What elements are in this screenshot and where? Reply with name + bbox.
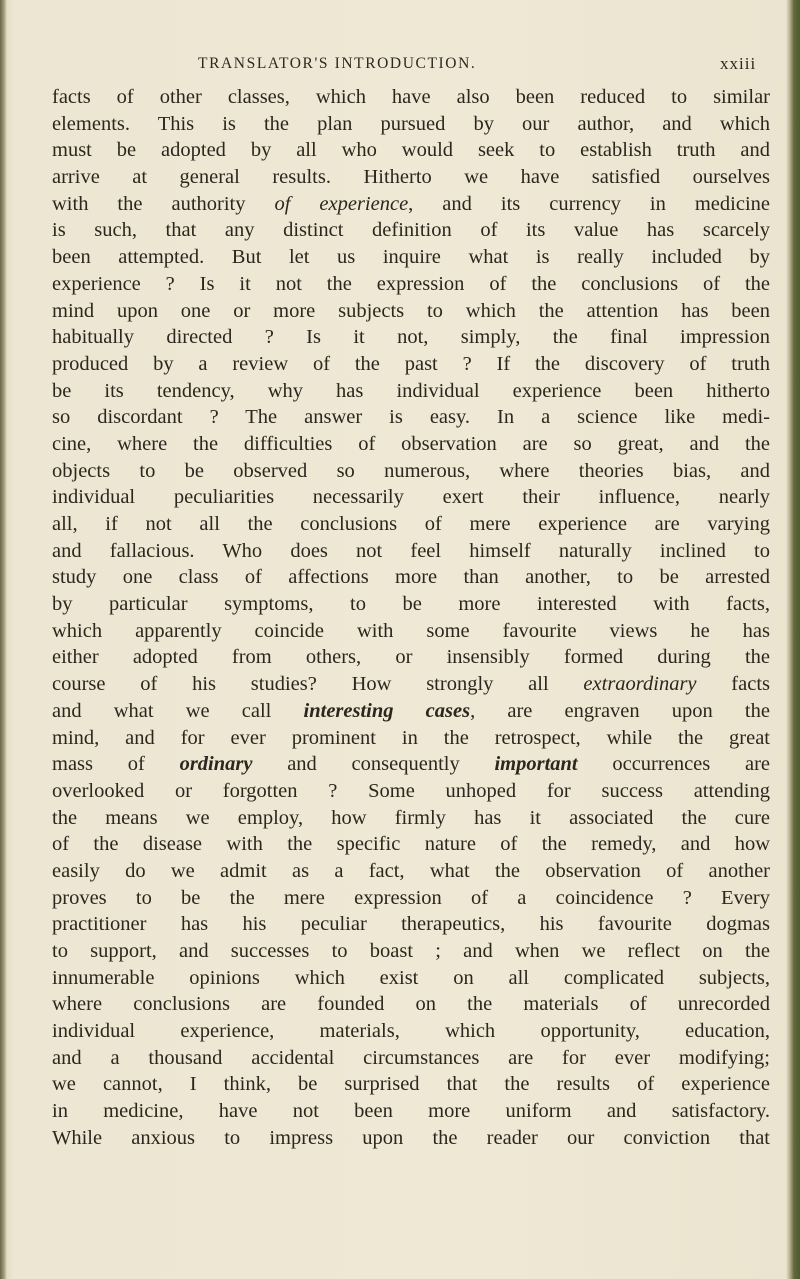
text-line: been attempted. But let us inquire what is really included by — [52, 246, 770, 269]
text-line: practitioner has his peculiar therapeutics, his favourite dogmas — [52, 913, 770, 936]
italic-phrase: interesting cases — [303, 699, 471, 722]
text-line: so discordant ? The answer is easy. In a science like medi- — [52, 406, 770, 429]
text-line: where conclusions are founded on the materials of unrecorded — [52, 993, 770, 1016]
text-line: the means we employ, how firmly has it associated the cure — [52, 806, 770, 829]
text-line: objects to be observed so numerous, where theories bias, and — [52, 459, 770, 482]
text-line: course of his studies? How strongly all extraordinary facts — [52, 673, 771, 696]
italic-phrase: of experience — [274, 192, 409, 215]
italic-phrase: extraordinary — [583, 673, 697, 696]
text-line: must be adopted by all who would seek to establish truth and — [52, 139, 770, 162]
page-gutter-shadow — [0, 0, 7, 1279]
text-line: While anxious to impress upon the reader our conviction that — [52, 1126, 770, 1149]
text-line: and what we call interesting cases, are engraven upon the — [52, 699, 770, 722]
text-line: with the authority of experience, and its currency in medicine — [52, 192, 770, 215]
text-line: overlooked or forgotten ? Some unhoped for success attending — [52, 779, 770, 802]
text-line: either adopted from others, or insensibly formed during the — [52, 646, 770, 669]
text-line: by particular symptoms, to be more interested with facts, — [52, 593, 770, 616]
text-line: individual experience, materials, which opportunity, education, — [52, 1020, 770, 1043]
page-edge-binding — [786, 0, 800, 1279]
text-line: individual peculiarities necessarily exert their influence, nearly — [52, 486, 770, 509]
page-number: xxiii — [720, 54, 757, 73]
text-line: habitually directed ? Is it not, simply, the final impression — [52, 326, 770, 349]
text-line: produced by a review of the past ? If the discovery of truth — [52, 352, 770, 375]
body-paragraph — [52, 84, 770, 1152]
text-line: is such, that any distinct definition of its value has scarcely — [52, 219, 770, 242]
text-line: easily do we admit as a fact, what the observation of another — [52, 859, 770, 882]
text-line: which apparently coincide with some favourite views he has — [52, 619, 770, 642]
text-line: and a thousand accidental circumstances are for ever modifying; — [52, 1046, 770, 1069]
text-line: innumerable opinions which exist on all complicated subjects, — [52, 966, 770, 989]
italic-phrase: important — [494, 753, 578, 776]
italic-phrase: ordinary — [179, 753, 253, 776]
text-line: proves to be the mere expression of a coincidence ? Every — [52, 886, 770, 909]
text-line: mind upon one or more subjects to which the attention has been — [52, 299, 770, 322]
text-line: study one class of affections more than another, to be arrested — [52, 566, 770, 589]
text-line: mind, and for ever prominent in the retrospect, while the great — [52, 726, 770, 749]
text-line: be its tendency, why has individual experience been hitherto — [52, 379, 770, 402]
text-line: of the disease with the specific nature of the remedy, and how — [52, 833, 770, 856]
text-line: all, if not all the conclusions of mere experience are varying — [52, 513, 770, 535]
running-header: TRANSLATOR'S INTRODUCTION. — [198, 55, 477, 72]
text-line: cine, where the difficulties of observation are so great, and the — [52, 432, 770, 455]
text-line: experience ? Is it not the expression of the conclusions of the — [52, 272, 770, 295]
text-line: we cannot, I think, be surprised that the results of experience — [52, 1073, 770, 1096]
text-line: facts of other classes, which have also been reduced to similar — [52, 86, 770, 108]
text-line: in medicine, have not been more uniform and satisfactory. — [52, 1100, 770, 1123]
text-line: and fallacious. Who does not feel himself naturally inclined to — [52, 539, 770, 562]
text-line: mass of ordinary and consequently important occurrences are — [52, 753, 771, 776]
text-line: elements. This is the plan pursued by our author, and which — [52, 112, 770, 135]
text-line: to support, and successes to boast ; and when we reflect on the — [52, 940, 770, 962]
text-line: arrive at general results. Hitherto we have satisfied ourselves — [52, 166, 770, 189]
